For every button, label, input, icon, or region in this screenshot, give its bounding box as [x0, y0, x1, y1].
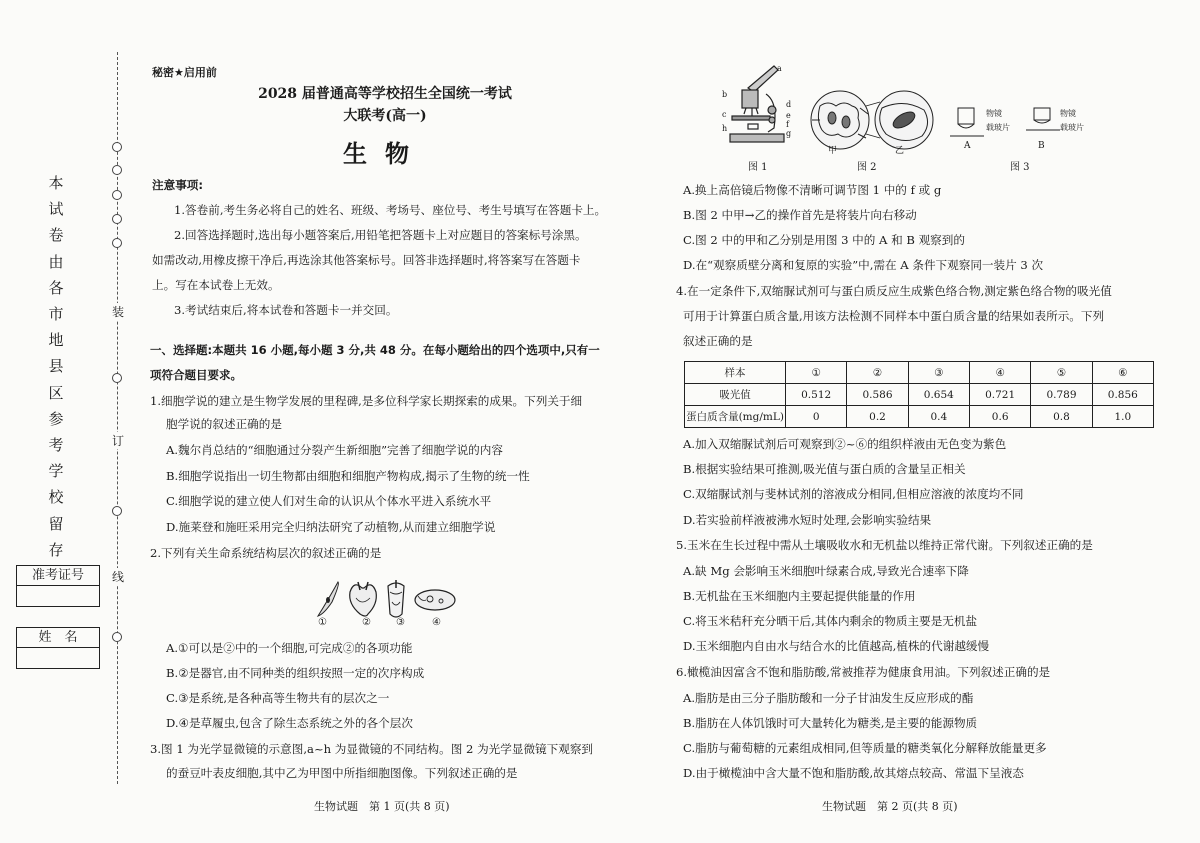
q3-option-b[interactable]: B.图 2 中甲→乙的操作首先是将装片向右移动: [683, 208, 917, 222]
q1-option-d[interactable]: D.施莱登和施旺采用完全归纳法研究了动植物,从而建立细胞学说: [166, 520, 496, 534]
q3-stem: 3.图 1 为光学显微镜的示意图,a~h 为显微镜的不同结构。图 2 为光学显微镜下观察到: [150, 742, 594, 756]
table-cell: 0: [786, 406, 847, 428]
table-cell: ⑥: [1092, 362, 1153, 384]
q1-option-a[interactable]: A.魏尔肖总结的“细胞通过分裂产生新细胞”完善了细胞学说的内容: [166, 443, 503, 457]
confidential-label: 秘密★启用前: [152, 66, 217, 79]
table-cell: 0.2: [847, 406, 908, 428]
exam-title: 2028 届普通高等学校招生全国统一考试: [258, 86, 512, 102]
binding-char: 由: [48, 252, 64, 271]
name-box[interactable]: [16, 627, 100, 669]
table-cell: 样本: [685, 362, 786, 384]
fig1-label: 图 1: [748, 162, 768, 173]
table-row: [685, 406, 1154, 428]
q5-option-a[interactable]: A.缺 Mg 会影响玉米细胞叶绿素合成,导致光合速率下降: [683, 564, 969, 578]
micro-letter-g: g: [786, 129, 792, 138]
table-cell: ①: [786, 362, 847, 384]
binding-hole: [112, 373, 122, 383]
table-cell: 0.586: [847, 384, 908, 406]
q2-fig-label-3: ③: [396, 617, 405, 628]
table-cell: 0.721: [969, 384, 1030, 406]
fig2-label: 图 2: [857, 162, 877, 173]
table-cell: 吸光值: [685, 384, 786, 406]
note-line: 2.回答选择题时,选出每小题答案后,用铅笔把答题卡上对应题目的答案标号涂黑。: [174, 228, 587, 242]
section-heading: 项符合题目要求。: [150, 368, 242, 382]
q6-stem: 6.橄榄油因富含不饱和脂肪酸,常被推荐为健康食用油。下列叙述正确的是: [676, 665, 1051, 679]
table-cell: 0.4: [908, 406, 969, 428]
binding-char: 各: [48, 278, 64, 297]
q2-option-c[interactable]: C.③是系统,是各种高等生物共有的层次之一: [166, 691, 390, 705]
fig3-label: 图 3: [1010, 162, 1030, 173]
note-line: 如需改动,用橡皮擦干净后,再选涂其他答案标号。回答非选择题时,将答案写在答题卡: [152, 253, 581, 267]
q2-fig-label-4: ④: [432, 617, 441, 628]
q5-option-b[interactable]: B.无机盐在玉米细胞内主要起提供能量的作用: [683, 589, 916, 603]
binding-char: 地: [48, 331, 64, 350]
table-cell: 0.789: [1031, 384, 1092, 406]
circulatory-system-icon: [388, 580, 404, 617]
fig3-label-a: A: [964, 141, 971, 151]
bind-char-zhuang: 装: [112, 305, 125, 319]
micro-letter-e: e: [786, 111, 791, 120]
q2-option-a[interactable]: A.①可以是②中的一个细胞,可完成②的各项功能: [166, 641, 413, 655]
q4-option-a[interactable]: A.加入双缩脲试剂后可观察到②~⑥的组织样液由无色变为紫色: [683, 437, 1007, 451]
exam-subtitle: 大联考(高一): [343, 108, 427, 124]
binding-char: 市: [48, 305, 64, 324]
fig3-slide-b: 载玻片: [1060, 123, 1084, 132]
q2-option-b[interactable]: B.②是器官,由不同种类的组织按照一定的次序构成: [166, 666, 425, 680]
binding-char: 试: [48, 200, 64, 219]
q3-option-d[interactable]: D.在“观察质壁分离和复原的实验”中,需在 A 条件下观察同一装片 3 次: [683, 258, 1044, 272]
page2-footer: 生物试题 第 2 页(共 8 页): [822, 800, 958, 813]
micro-letter-f: f: [786, 120, 789, 129]
q2-option-d[interactable]: D.④是草履虫,包含了除生态系统之外的各个层次: [166, 716, 413, 730]
notes-heading: 注意事项:: [152, 178, 204, 192]
q1-option-b[interactable]: B.细胞学说指出一切生物都由细胞和细胞产物构成,揭示了生物的统一性: [166, 469, 530, 483]
q1-option-c[interactable]: C.细胞学说的建立使人们对生命的认识从个体水平进入系统水平: [166, 494, 492, 508]
binding-hole: [112, 238, 122, 248]
microscope-icon: [730, 66, 784, 142]
q4-stem: 4.在一定条件下,双缩脲试剂可与蛋白质反应生成紫色络合物,测定紫色络合物的吸光值: [676, 284, 1112, 298]
q1-stem: 胞学说的叙述正确的是: [166, 417, 282, 431]
exam-id-box[interactable]: [16, 565, 100, 607]
bind-char-xian: 线: [112, 570, 125, 584]
page1-footer: 生物试题 第 1 页(共 8 页): [314, 800, 450, 813]
binding-char: 参: [48, 409, 64, 428]
binding-hole: [112, 632, 122, 642]
q4-option-b[interactable]: B.根据实验结果可推测,吸光值与蛋白质的含量呈正相关: [683, 462, 966, 476]
binding-hole: [112, 214, 122, 224]
q2-fig-label-2: ②: [362, 617, 371, 628]
exam-id-label: 准考证号: [17, 566, 99, 586]
binding-char: 存: [48, 540, 64, 559]
q2-stem: 2.下列有关生命系统结构层次的叙述正确的是: [150, 546, 382, 560]
binding-hole: [112, 190, 122, 200]
fig3-objective-b: 物镜: [1060, 109, 1076, 118]
micro-letter-c: c: [722, 110, 727, 119]
q3-stem: 的蚕豆叶表皮细胞,其中乙为甲图中所指细胞图像。下列叙述正确的是: [166, 766, 518, 780]
note-line: 3.考试结束后,将本试卷和答题卡一并交回。: [174, 303, 398, 317]
guard-cell-icon: [875, 91, 933, 149]
note-line: 1.答卷前,考生务必将自己的姓名、班级、考场号、座位号、考生号填写在答题卡上。: [174, 203, 607, 217]
micro-letter-a: a: [777, 64, 782, 73]
bind-char-ding: 订: [112, 434, 125, 448]
binding-char: 校: [48, 488, 64, 507]
q3-option-a[interactable]: A.换上高倍镜后物像不清晰可调节图 1 中的 f 或 g: [683, 183, 942, 197]
epidermis-cells-icon: [811, 91, 869, 149]
binding-char: 卷: [48, 226, 64, 245]
table-cell: 蛋白质含量(mg/mL): [685, 406, 786, 428]
table-cell: ④: [969, 362, 1030, 384]
micro-letter-h: h: [722, 124, 728, 133]
table-cell: 0.6: [969, 406, 1030, 428]
binding-char: 本: [48, 174, 64, 192]
q1-stem: 1.细胞学说的建立是生物学发展的里程碑,是多位科学家长期探索的成果。下列关于细: [150, 394, 583, 408]
table-cell: ⑤: [1031, 362, 1092, 384]
fig3-objective-a: 物镜: [986, 109, 1002, 118]
table-header-row: [685, 362, 1154, 384]
binding-hole: [112, 165, 122, 175]
q4-option-d[interactable]: D.若实验前样液被沸水短时处理,会影响实验结果: [683, 513, 932, 527]
name-label: 姓 名: [17, 628, 99, 648]
binding-hole: [112, 142, 122, 152]
section-heading: 一、选择题:本题共 16 小题,每小题 3 分,共 48 分。在每小题给出的四个选项中,只有一: [150, 343, 600, 357]
note-line: 上。写在本试卷上无效。: [152, 278, 280, 292]
q6-option-b[interactable]: B.脂肪在人体饥饿时可大量转化为糖类,是主要的能源物质: [683, 716, 978, 730]
fig2-label-yi: 乙: [895, 146, 905, 156]
table-row: [685, 384, 1154, 406]
q3-option-c[interactable]: C.图 2 中的甲和乙分别是用图 3 中的 A 和 B 观察到的: [683, 233, 965, 247]
table-cell: 0.512: [786, 384, 847, 406]
q6-option-a[interactable]: A.脂肪是由三分子脂肪酸和一分子甘油发生反应形成的酯: [683, 691, 974, 705]
objective-figure: [950, 106, 1070, 142]
q4-option-c[interactable]: C.双缩脲试剂与斐林试剂的溶液成分相同,但相应溶液的浓度均不同: [683, 487, 1024, 501]
table-cell: 0.856: [1092, 384, 1153, 406]
q2-fig-label-1: ①: [318, 617, 327, 628]
binding-char: 学: [48, 462, 64, 481]
table-cell: 1.0: [1092, 406, 1153, 428]
q5-option-d[interactable]: D.玉米细胞内自由水与结合水的比值越高,植株的代谢越缓慢: [683, 639, 990, 653]
paramecium-icon: [415, 590, 455, 610]
q4-stem: 叙述正确的是: [683, 334, 753, 348]
binding-char: 留: [48, 514, 64, 533]
table-cell: 0.654: [908, 384, 969, 406]
binding-hole: [112, 506, 122, 516]
muscle-cell-icon: [318, 582, 338, 616]
table-cell: 0.8: [1031, 406, 1092, 428]
fig3-slide-a: 载玻片: [986, 123, 1010, 132]
binding-vertical-text: [46, 170, 66, 563]
table-cell: ②: [847, 362, 908, 384]
heart-icon: [350, 582, 377, 616]
binding-char: 区: [48, 383, 64, 402]
fig3-label-b: B: [1038, 141, 1045, 151]
table-cell: ③: [908, 362, 969, 384]
q6-option-d[interactable]: D.由于橄榄油中含大量不饱和脂肪酸,故其熔点较高、常温下呈液态: [683, 766, 1024, 780]
q5-option-c[interactable]: C.将玉米秸秆充分晒干后,其体内剩余的物质主要是无机盐: [683, 614, 978, 628]
subject-title: 生物: [343, 139, 427, 168]
micro-letter-b: b: [722, 90, 728, 99]
binding-char: 县: [48, 357, 64, 376]
protein-table: [684, 361, 1154, 428]
q4-stem: 可用于计算蛋白质含量,用该方法检测不同样本中蛋白质含量的结果如表所示。下列: [683, 309, 1105, 323]
q5-stem: 5.玉米在生长过程中需从土壤吸收水和无机盐以维持正常代谢。下列叙述正确的是: [676, 538, 1093, 552]
binding-char: 考: [48, 436, 64, 455]
fig2-label-jia: 甲: [828, 146, 838, 156]
micro-letter-d: d: [786, 100, 792, 109]
q6-option-c[interactable]: C.脂肪与葡萄糖的元素组成相同,但等质量的糖类氧化分解释放能量更多: [683, 741, 1047, 755]
binding-dashed-line: [117, 52, 118, 784]
